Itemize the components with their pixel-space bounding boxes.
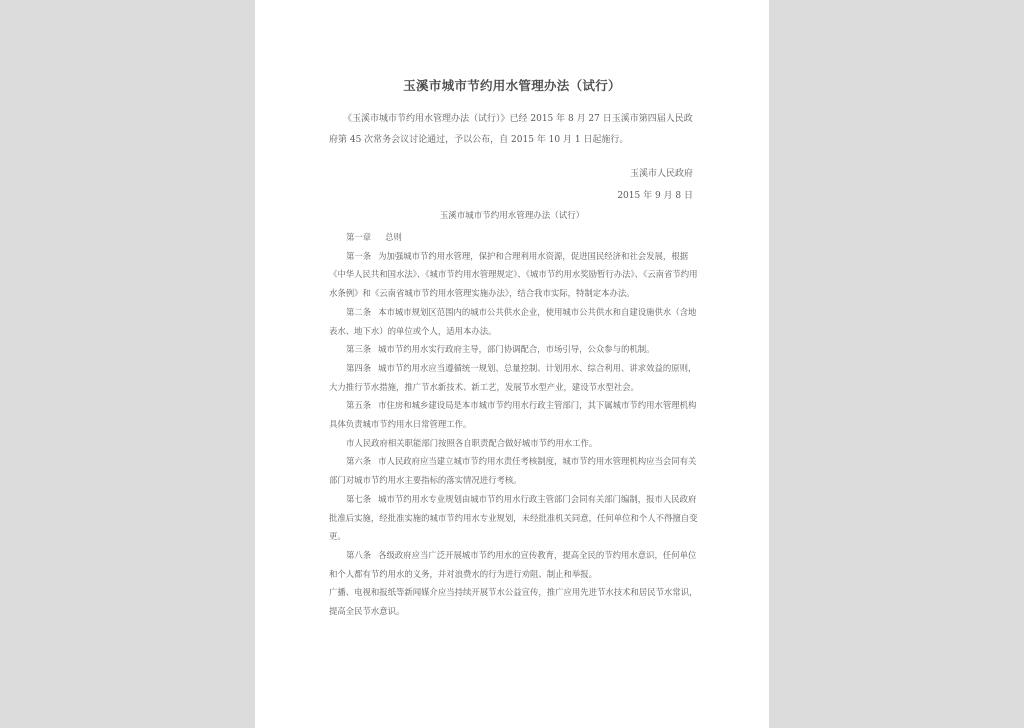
article-text: 为加强城市节约用水管理，保护和合理利用水资源，促进国民经济和社会发展，根据《中华人民共和国水法》、《城市节约用水管理规定》、《城市节约用水奖励暂行办法》、《云南省节约用水条例》和《云南省城市节约用水管理实施办法》，结合我市实际，特制定本办法。 (329, 250, 698, 299)
article-paragraph (329, 247, 699, 303)
articles-list (329, 247, 699, 621)
chapter-name: 总则 (385, 232, 402, 242)
document-body (329, 228, 699, 621)
article-text: 本市城市规划区范围内的城市公共供水企业，使用城市公共供水和自建设施供水（含地表水、地下水）的单位或个人，适用本办法。 (329, 306, 697, 336)
article-text: 市人民政府应当建立城市节约用水责任考核制度，城市节约用水管理机构应当会同有关部门对城市节约用水主要指标的落实情况进行考核。 (329, 456, 697, 486)
document-title: 玉溪市城市节约用水管理办法（试行） (403, 78, 621, 93)
document-subtitle: 玉溪市城市节约用水管理办法（试行） (439, 211, 585, 221)
article-paragraph (329, 452, 699, 489)
article-number: 第五条 (346, 400, 372, 411)
article-number: 第一条 (346, 250, 372, 261)
article-number: 第八条 (346, 549, 372, 560)
article-paragraph (329, 340, 699, 359)
article-number: 第二条 (346, 306, 372, 317)
intro-paragraph (329, 109, 699, 151)
article-paragraph (329, 396, 699, 433)
chapter-heading (329, 228, 699, 247)
article-text: 广播、电视和报纸等新闻媒介应当持续开展节水公益宣传，推广应用先进节水技术和居民节水常识，提高全民节水意识。 (329, 587, 698, 617)
article-text: 市住房和城乡建设局是本市城市节约用水行政主管部门，其下属城市节约用水管理机构具体负责城市节约用水日常管理工作。 (329, 400, 697, 430)
article-paragraph (329, 434, 699, 453)
issuer-name: 玉溪市人民政府 (629, 169, 693, 179)
article-paragraph (329, 546, 699, 583)
chapter-number: 第一章 (346, 232, 372, 242)
issue-date: 2015 年 9 月 8 日 (617, 191, 693, 201)
article-number: 第三条 (346, 344, 372, 355)
article-number: 第六条 (346, 456, 372, 467)
article-number: 第四条 (346, 362, 372, 373)
article-text: 市人民政府相关职能部门按照各自职责配合做好城市节约用水工作。 (346, 437, 598, 448)
article-paragraph (329, 490, 699, 546)
article-paragraph (329, 303, 699, 340)
article-paragraph (329, 583, 699, 620)
article-text: 各级政府应当广泛开展城市节约用水的宣传教育，提高全民的节约用水意识，任何单位和个人都有节约用水的义务，并对浪费水的行为进行劝阻、制止和举报。 (329, 549, 697, 579)
intro-text: 《玉溪市城市节约用水管理办法（试行）》已经 2015 年 8 月 27 日玉溪市第四届人民政府第 45 次常务会议讨论通过，予以公布，自 2015 年 10 月 1 日起施行。 (329, 114, 693, 145)
article-text: 城市节约用水应当遵循统一规划、总量控制、计划用水、综合利用、讲求效益的原则，大力推行节水措施，推广节水新技术、新工艺，发展节水型产业，建设节水型社会。 (329, 362, 697, 392)
article-text: 城市节约用水专业规划由城市节约用水行政主管部门会同有关部门编制，报市人民政府批准后实施，经批准实施的城市节约用水专业规划，未经批准机关同意，任何单位和个人不得擅自变更。 (329, 493, 698, 542)
article-paragraph (329, 359, 699, 396)
document-page (255, 0, 769, 728)
article-number: 第七条 (346, 493, 372, 504)
article-text: 城市节约用水实行政府主导，部门协调配合，市场引导，公众参与的机制。 (378, 344, 655, 355)
